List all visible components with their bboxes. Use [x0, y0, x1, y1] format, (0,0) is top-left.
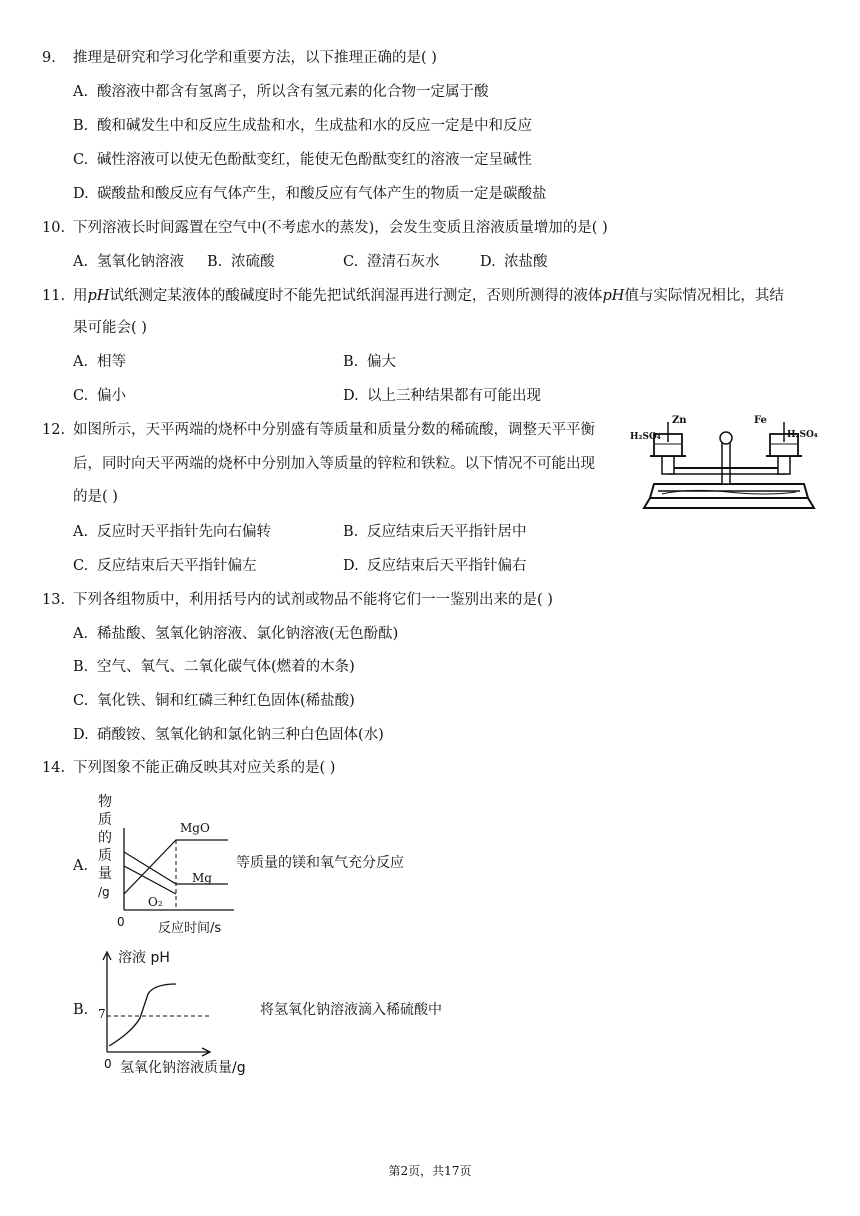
- q9-number: 9.: [42, 50, 56, 66]
- q14-number: 14.: [42, 760, 66, 776]
- graph-a-ylabel-char: 质: [98, 812, 112, 828]
- option-text: 氧化铁、铜和红磷三种红色固体(稀盐酸): [97, 693, 355, 709]
- option-text: 碳酸盐和酸反应有气体产生，和酸反应有气体产生的物质一定是碳酸盐: [97, 186, 547, 202]
- zn-label: Zn: [672, 415, 687, 426]
- graph-b: [92, 940, 264, 1076]
- option-label: D.: [343, 388, 359, 404]
- graph-a-ylabel-char: 质: [98, 848, 112, 864]
- page-footer: 第2页，共17页: [388, 1164, 472, 1178]
- option-label: A.: [73, 524, 89, 540]
- q12-stem-line1: 如图所示，天平两端的烧杯中分别盛有等质量和质量分数的稀硫酸，调整天平平衡: [73, 422, 595, 438]
- option-label: B.: [343, 354, 359, 370]
- q12-option-d: [343, 556, 527, 576]
- q13-option-a: [73, 624, 398, 644]
- q10-option-b: [207, 252, 275, 272]
- graph-a-o2-label: O₂: [148, 895, 163, 909]
- option-label: B.: [207, 254, 223, 270]
- option-label: C.: [73, 152, 89, 168]
- option-text: 偏大: [367, 354, 396, 370]
- option-label: A.: [73, 354, 89, 370]
- option-label: C.: [73, 693, 89, 709]
- balance-column: [722, 440, 730, 484]
- graph-a-yunit: /g: [98, 885, 110, 899]
- option-text: 反应结束后天平指针居中: [367, 524, 527, 540]
- ph-symbol: pH: [602, 288, 625, 304]
- option-text: 反应结束后天平指针偏右: [367, 558, 527, 574]
- q9-option-a: [73, 82, 489, 102]
- option-label: C.: [73, 388, 89, 404]
- q9-option-d: [73, 184, 547, 204]
- q14-option-b-label: B.: [73, 1002, 89, 1018]
- option-text: 空气、氧气、二氧化碳气体(燃着的木条): [97, 659, 355, 675]
- q12-stem-line3: 的是( ): [73, 489, 118, 505]
- right-acid-label: H₂SO₄: [787, 430, 818, 440]
- q11-number: 11.: [42, 288, 66, 304]
- option-label: A.: [73, 254, 89, 270]
- option-label: B.: [73, 659, 89, 675]
- graph-b-description: 将氢氧化钠溶液滴入稀硫酸中: [260, 1002, 442, 1018]
- option-label: D.: [73, 186, 89, 202]
- q13-option-b: [73, 657, 355, 677]
- q12-stem-line2: 后，同时向天平两端的烧杯中分别加入等质量的锌粒和铁粒。以下情况不可能出现: [73, 456, 595, 472]
- q12-option-a: [73, 522, 271, 542]
- q12-option-c: [73, 556, 257, 576]
- graph-b-xlabel: 氢氧化钠溶液质量/g: [120, 1060, 246, 1076]
- q10-number: 10.: [42, 220, 66, 236]
- stem-text: 值与实际情况相比，其结: [624, 288, 784, 304]
- balance-base: [644, 498, 814, 508]
- stem-text: 试纸测定某液体的酸碱度时不能先把试纸润湿再进行测定，否则所测得的液体: [109, 288, 603, 304]
- q12-option-b: [343, 522, 527, 542]
- q10-option-a: [73, 252, 184, 272]
- q13-option-d: [73, 725, 384, 745]
- q9-stem: 推理是研究和学习化学和重要方法，以下推理正确的是( ): [73, 50, 437, 66]
- option-text: 以上三种结果都有可能出现: [367, 388, 541, 404]
- left-acid-label: H₂SO₄: [630, 432, 661, 442]
- option-label: C.: [73, 558, 89, 574]
- fe-label: Fe: [754, 415, 767, 426]
- graph-a: [92, 788, 242, 936]
- q10-option-d: [480, 252, 548, 272]
- option-text: 浓盐酸: [504, 254, 548, 270]
- option-text: 反应时天平指针先向右偏转: [97, 524, 271, 540]
- option-text: 反应结束后天平指针偏左: [97, 558, 257, 574]
- balance-scale-figure: [628, 412, 824, 512]
- q11-option-c: [73, 386, 126, 406]
- graph-a-ylabel-char: 物: [98, 794, 112, 810]
- q10-stem: 下列溶液长时间露置在空气中(不考虑水的蒸发)，会发生变质且溶液质量增加的是( ): [73, 220, 608, 236]
- q11-stem-line1: [73, 286, 784, 306]
- q11-option-b: [343, 352, 396, 372]
- option-text: 稀盐酸、氢氧化钠溶液、氯化钠溶液(无色酚酞): [97, 626, 399, 642]
- q9-option-c: [73, 150, 532, 170]
- graph-a-mgo-label: MgO: [180, 821, 210, 835]
- q13-number: 13.: [42, 592, 66, 608]
- option-text: 浓硫酸: [231, 254, 275, 270]
- q9-option-b: [73, 116, 532, 136]
- q14-option-a-label: A.: [73, 858, 89, 874]
- option-label: A.: [73, 84, 89, 100]
- graph-a-ylabel-char: 量: [98, 866, 112, 882]
- q13-stem: 下列各组物质中，利用括号内的试剂或物品不能将它们一一鉴别出来的是( ): [73, 592, 553, 608]
- option-text: 酸溶液中都含有氢离子，所以含有氢元素的化合物一定属于酸: [97, 84, 489, 100]
- graph-b-ylabel: 溶液 pH: [118, 950, 170, 966]
- graph-a-description: 等质量的镁和氧气充分反应: [236, 855, 404, 871]
- graph-a-o2-line: [124, 866, 176, 894]
- option-text: 氢氧化钠溶液: [97, 254, 184, 270]
- option-label: D.: [480, 254, 496, 270]
- q10-option-c: [343, 252, 440, 272]
- q11-stem-line2: 果可能会( ): [73, 320, 147, 336]
- graph-b-tick-7: 7: [98, 1007, 106, 1021]
- option-text: 碱性溶液可以使无色酚酞变红，能使无色酚酞变红的溶液一定呈碱性: [97, 152, 532, 168]
- option-label: B.: [343, 524, 359, 540]
- option-text: 硝酸铵、氢氧化钠和氯化钠三种白色固体(水): [97, 727, 384, 743]
- option-label: A.: [73, 626, 89, 642]
- option-label: C.: [343, 254, 359, 270]
- option-text: 相等: [97, 354, 126, 370]
- q11-option-d: [343, 386, 541, 406]
- q13-option-c: [73, 691, 355, 711]
- q11-option-a: [73, 352, 126, 372]
- graph-b-ph-curve: [109, 984, 176, 1046]
- q14-stem: 下列图象不能正确反映其对应关系的是( ): [73, 760, 336, 776]
- graph-a-ylabel-char: 的: [98, 830, 112, 846]
- option-text: 酸和碱发生中和反应生成盐和水，生成盐和水的反应一定是中和反应: [97, 118, 532, 134]
- graph-b-origin: 0: [104, 1057, 112, 1071]
- option-label: B.: [73, 118, 89, 134]
- option-text: 澄清石灰水: [367, 254, 440, 270]
- graph-a-origin: 0: [117, 915, 125, 929]
- option-label: D.: [73, 727, 89, 743]
- graph-a-mg-label: Mg: [192, 871, 212, 885]
- ph-symbol: pH: [87, 288, 110, 304]
- graph-a-xlabel: 反应时间/s: [158, 921, 222, 936]
- option-label: D.: [343, 558, 359, 574]
- q12-number: 12.: [42, 422, 66, 438]
- stem-text: 用: [73, 288, 88, 304]
- option-text: 偏小: [97, 388, 126, 404]
